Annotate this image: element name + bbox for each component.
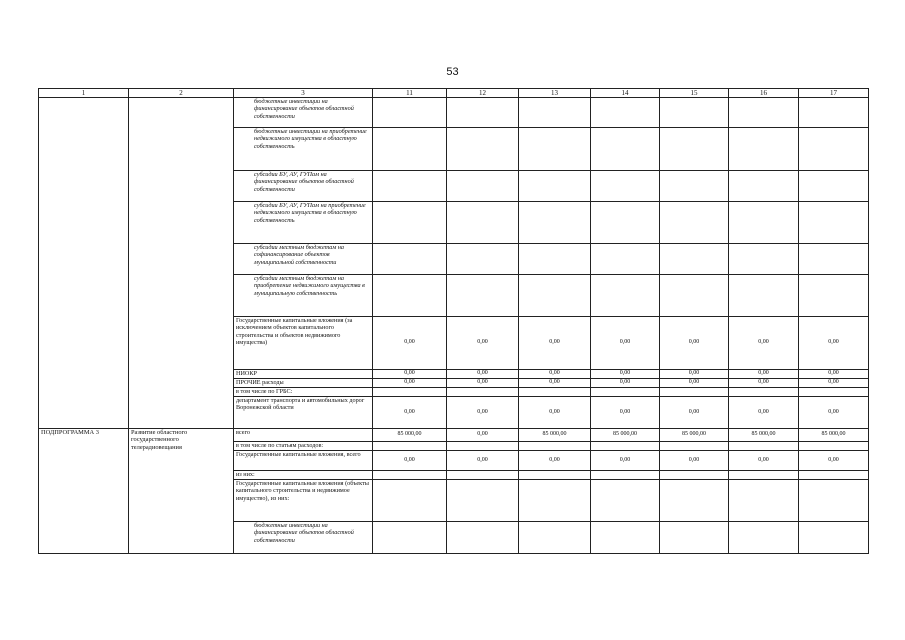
value-cell-col-11 [373,98,447,128]
value-cell-col-13 [519,171,591,202]
value-cell-col-11 [373,442,447,451]
value-cell-col-11: 85 000,00 [373,429,447,442]
value-cell-col-12 [447,171,519,202]
value-cell-col-13: 0,00 [519,370,591,379]
value-cell-col-12 [447,471,519,480]
value-cell-col-12 [447,244,519,275]
value-cell-col-16 [729,522,799,554]
value-cell-col-11: 0,00 [373,397,447,429]
value-cell-col-13: 0,00 [519,317,591,370]
value-cell-col-12: 0,00 [447,317,519,370]
value-cell-col-15 [660,471,729,480]
value-cell-col-14 [591,275,660,317]
value-cell-col-15: 0,00 [660,451,729,471]
row-label: бюджетные инвестиции на финансирование объектов областной собственности [234,98,373,128]
value-cell-col-14: 0,00 [591,317,660,370]
value-cell-col-13 [519,442,591,451]
value-cell-col-14 [591,202,660,244]
budget-table [38,88,869,554]
value-cell-col-14 [591,244,660,275]
value-cell-col-15: 85 000,00 [660,429,729,442]
value-cell-col-13: 0,00 [519,451,591,471]
value-cell-col-11 [373,128,447,171]
value-cell-col-11 [373,471,447,480]
value-cell-col-17 [799,388,869,397]
value-cell-col-12 [447,275,519,317]
row-label: из них: [234,471,373,480]
value-cell-col-15 [660,244,729,275]
value-cell-col-11 [373,388,447,397]
page-number: 53 [446,66,459,78]
value-cell-col-14: 85 000,00 [591,429,660,442]
value-cell-col-11 [373,480,447,522]
value-cell-col-17 [799,98,869,128]
value-cell-col-16 [729,244,799,275]
value-cell-col-13 [519,480,591,522]
value-cell-col-15: 0,00 [660,397,729,429]
value-cell-col-17 [799,171,869,202]
value-cell-col-16: 0,00 [729,317,799,370]
value-cell-col-12: 0,00 [447,370,519,379]
value-cell-col-13 [519,388,591,397]
row-label: в том числе по статьям расходов: [234,442,373,451]
value-cell-col-11 [373,522,447,554]
value-cell-col-17: 0,00 [799,379,869,388]
column-header-12: 12 [447,89,519,98]
value-cell-col-16 [729,480,799,522]
value-cell-col-17 [799,471,869,480]
value-cell-col-16 [729,202,799,244]
column-header-1: 1 [39,89,129,98]
value-cell-col-13: 0,00 [519,379,591,388]
value-cell-col-14 [591,98,660,128]
row-label: субсидии БУ, АУ, ГУПам на приобретение недвижимого имущества в областную собственность [234,202,373,244]
value-cell-col-16: 0,00 [729,397,799,429]
value-cell-col-15 [660,128,729,171]
value-cell-col-15: 0,00 [660,317,729,370]
value-cell-col-14 [591,128,660,171]
row-label: в том числе по ГРБС: [234,388,373,397]
value-cell-col-11 [373,171,447,202]
value-cell-col-17 [799,480,869,522]
value-cell-col-12 [447,128,519,171]
row-label: субсидии БУ, АУ, ГУПам на финансирование объектов областной собственности [234,171,373,202]
value-cell-col-12 [447,202,519,244]
value-cell-col-11: 0,00 [373,317,447,370]
value-cell-col-11: 0,00 [373,379,447,388]
row-label: бюджетные инвестиции на финансирование объектов областной собственности [234,522,373,554]
value-cell-col-13: 0,00 [519,397,591,429]
value-cell-col-17 [799,128,869,171]
value-cell-col-17: 0,00 [799,370,869,379]
value-cell-col-14 [591,388,660,397]
value-cell-col-14: 0,00 [591,451,660,471]
row-label: Государственные капитальные вложения (за исключением объектов капитального строительства и объектов недвижимого имущества) [234,317,373,370]
value-cell-col-14 [591,480,660,522]
row-label: Государственные капитальные вложения, всего [234,451,373,471]
value-cell-col-16 [729,388,799,397]
value-cell-col-15 [660,442,729,451]
value-cell-col-14 [591,442,660,451]
value-cell-col-12 [447,480,519,522]
row-label: всего [234,429,373,442]
value-cell-col-12: 0,00 [447,397,519,429]
value-cell-col-17: 0,00 [799,397,869,429]
value-cell-col-16: 85 000,00 [729,429,799,442]
value-cell-col-12 [447,98,519,128]
value-cell-col-11 [373,244,447,275]
value-cell-col-17: 0,00 [799,317,869,370]
row-label: субсидии местным бюджетам на приобретение недвижимого имущества в муниципальную собственность [234,275,373,317]
value-cell-col-12 [447,442,519,451]
value-cell-col-15 [660,98,729,128]
value-cell-col-13 [519,202,591,244]
value-cell-col-16 [729,171,799,202]
value-cell-col-16 [729,98,799,128]
value-cell-col-16 [729,128,799,171]
value-cell-col-16 [729,471,799,480]
value-cell-col-12 [447,388,519,397]
budget-table-container [38,88,868,554]
value-cell-col-15 [660,275,729,317]
value-cell-col-17 [799,275,869,317]
value-cell-col-13 [519,522,591,554]
value-cell-col-11 [373,202,447,244]
subprogram-code: ПОДПРОГРАММА 3 [39,429,129,554]
value-cell-col-17: 0,00 [799,451,869,471]
value-cell-col-13 [519,128,591,171]
value-cell-col-16 [729,442,799,451]
value-cell-col-13 [519,275,591,317]
column-header-3: 3 [234,89,373,98]
code-cell-empty [39,98,129,429]
subprogram-name: Развитие областного государственного телерадиовещания [129,429,234,554]
value-cell-col-16: 0,00 [729,379,799,388]
value-cell-col-11 [373,275,447,317]
row-label: субсидии местным бюджетам на софинансирование объектов муниципальной собственности [234,244,373,275]
column-header-15: 15 [660,89,729,98]
value-cell-col-15 [660,202,729,244]
value-cell-col-12: 0,00 [447,451,519,471]
value-cell-col-12: 0,00 [447,429,519,442]
value-cell-col-14 [591,471,660,480]
value-cell-col-17: 85 000,00 [799,429,869,442]
row-label: ПРОЧИЕ расходы [234,379,373,388]
table-body [39,98,869,554]
row-label: Государственные капитальные вложения (объекты капитального строительства и недвижимое имущество), из них: [234,480,373,522]
value-cell-col-14: 0,00 [591,379,660,388]
value-cell-col-15 [660,171,729,202]
row-label: департамент транспорта и автомобильных дорог Воронежской области [234,397,373,429]
row-label: НИОКР [234,370,373,379]
value-cell-col-15 [660,480,729,522]
table-row [39,98,869,128]
value-cell-col-14 [591,171,660,202]
value-cell-col-14: 0,00 [591,370,660,379]
column-header-16: 16 [729,89,799,98]
column-header-17: 17 [799,89,869,98]
value-cell-col-17 [799,522,869,554]
column-header-14: 14 [591,89,660,98]
column-header-2: 2 [129,89,234,98]
column-header-11: 11 [373,89,447,98]
value-cell-col-13 [519,244,591,275]
value-cell-col-13 [519,98,591,128]
value-cell-col-16 [729,275,799,317]
value-cell-col-13: 85 000,00 [519,429,591,442]
value-cell-col-12 [447,522,519,554]
value-cell-col-15 [660,388,729,397]
value-cell-col-16: 0,00 [729,370,799,379]
row-label: бюджетные инвестиции на приобретение недвижимого имущества в областную собственность [234,128,373,171]
program-name-cell-empty [129,98,234,429]
value-cell-col-14: 0,00 [591,397,660,429]
value-cell-col-17 [799,244,869,275]
table-row [39,429,869,442]
value-cell-col-16: 0,00 [729,451,799,471]
value-cell-col-11: 0,00 [373,451,447,471]
value-cell-col-17 [799,202,869,244]
value-cell-col-15: 0,00 [660,379,729,388]
value-cell-col-11: 0,00 [373,370,447,379]
value-cell-col-15: 0,00 [660,370,729,379]
value-cell-col-17 [799,442,869,451]
value-cell-col-15 [660,522,729,554]
value-cell-col-14 [591,522,660,554]
value-cell-col-13 [519,471,591,480]
column-number-header [39,89,869,98]
value-cell-col-12: 0,00 [447,379,519,388]
column-header-13: 13 [519,89,591,98]
